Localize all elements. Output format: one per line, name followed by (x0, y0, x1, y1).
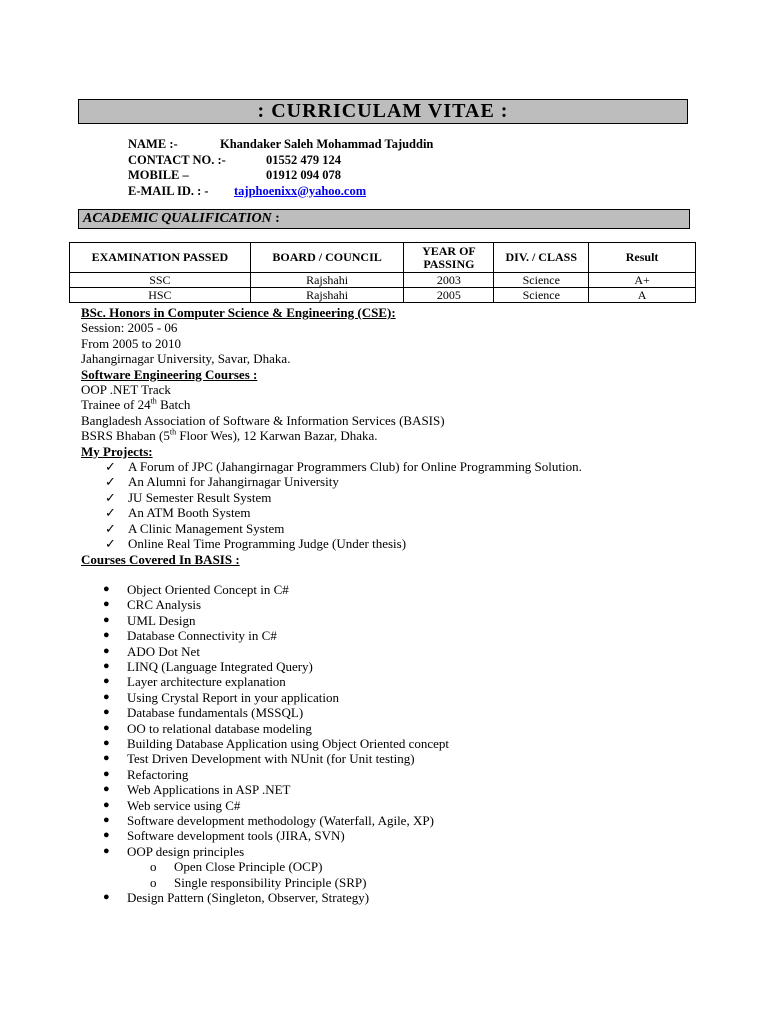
sec-track: OOP .NET Track (81, 382, 171, 398)
project-label: JU Semester Result System (128, 489, 272, 505)
bullet-icon: ● (103, 690, 110, 703)
email-label: E-MAIL ID. : - (128, 183, 209, 198)
bullet-icon: ● (103, 829, 110, 842)
cell-div: Science (494, 273, 589, 288)
course-label: Object Oriented Concept in C# (127, 581, 289, 597)
list-item (103, 674, 741, 689)
sub-course-label: Single responsibility Principle (SRP) (174, 874, 367, 890)
bullet-icon: ● (103, 675, 110, 688)
check-icon: ✓ (105, 520, 116, 536)
list-item (103, 828, 741, 843)
course-label: CRC Analysis (127, 597, 202, 613)
course-label: ADO Dot Net (127, 643, 200, 659)
list-item (105, 490, 741, 505)
cell-board: Rajshahi (250, 273, 404, 288)
course-label: Test Driven Development with NUnit (for Unit testing) (127, 751, 415, 767)
list-item (103, 813, 741, 828)
list-item (103, 628, 741, 643)
course-label: Database fundamentals (MSSQL) (127, 705, 304, 721)
project-label: Online Real Time Programming Judge (Under thesis) (128, 536, 407, 552)
courses-list (81, 582, 741, 906)
exam-table (69, 242, 696, 303)
project-label: An Alumni for Jahangirnagar University (128, 474, 339, 490)
email-row (128, 184, 433, 200)
bullet-icon: ● (103, 767, 110, 780)
bullet-icon: ● (103, 659, 110, 672)
address-rest: Floor Wes), 12 Karwan Bazar, Dhaka. (176, 428, 378, 444)
project-label: A Clinic Management System (128, 520, 285, 536)
header-year: YEAR OF PASSING (404, 243, 494, 273)
list-item (105, 521, 741, 536)
contact-label: CONTACT NO. :- (128, 152, 226, 167)
course-label: Design Pattern (Singleton, Observer, Strategy) (127, 890, 370, 906)
mobile-row (128, 168, 433, 184)
address-text: BSRS Bhaban (5 (81, 428, 170, 444)
list-item (105, 459, 741, 474)
course-label: LINQ (Language Integrated Query) (127, 658, 313, 674)
list-item (103, 721, 741, 736)
course-label: OO to relational database modeling (127, 720, 312, 736)
bullet-icon: ● (103, 644, 110, 657)
course-label: Software development methodology (Waterfall, Agile, XP) (127, 813, 434, 828)
mobile-label: MOBILE – (128, 168, 189, 182)
email-link[interactable]: tajphoenixx@yahoo.com (234, 183, 367, 198)
cv-body (81, 305, 741, 905)
table-row (70, 273, 696, 288)
cell-year: 2003 (404, 273, 494, 288)
list-item (103, 705, 741, 720)
bullet-icon: ● (103, 814, 110, 826)
degree-heading: BSc. Honors in Computer Science & Engineering (CSE): (81, 305, 396, 320)
contact-value: 01552 479 124 (266, 152, 341, 167)
degree-session: Session: 2005 - 06 (81, 320, 178, 336)
course-label: Refactoring (127, 766, 189, 782)
courses-heading: Courses Covered In BASIS : (81, 551, 240, 567)
cell-board: Rajshahi (250, 288, 404, 303)
course-label: Web service using C# (127, 797, 241, 813)
bullet-icon: ● (103, 736, 110, 749)
sec-trainee (81, 397, 741, 412)
course-label: Building Database Application using Object Oriented concept (127, 735, 450, 751)
academic-heading-text: ACADEMIC QUALIFICATION (83, 211, 272, 226)
contact-row (128, 153, 433, 169)
list-item (103, 767, 741, 782)
bullet-icon: ● (103, 783, 110, 796)
list-item (105, 474, 741, 489)
cell-result: A+ (589, 273, 696, 288)
cell-exam: SSC (70, 273, 251, 288)
project-label: A Forum of JPC (Jahangirnagar Programmers Club) for Online Programming Solution. (128, 459, 582, 475)
list-item (103, 690, 741, 705)
check-icon: ✓ (105, 489, 116, 505)
degree-period: From 2005 to 2010 (81, 335, 182, 351)
bullet-icon: ● (103, 629, 110, 642)
bullet-icon: ● (103, 613, 110, 626)
check-icon: ✓ (105, 474, 116, 490)
bullet-icon: ● (103, 582, 110, 595)
mobile-value: 01912 094 078 (266, 168, 341, 182)
address-sup: th (169, 427, 177, 437)
sec-basis: Bangladesh Association of Software & Information Services (BASIS) (81, 412, 445, 428)
list-item (103, 582, 741, 597)
sub-list-item (150, 875, 741, 890)
degree-university: Jahangirnagar University, Savar, Dhaka. (81, 351, 291, 367)
check-icon: ✓ (105, 459, 116, 475)
projects-list (81, 459, 741, 551)
course-label: Database Connectivity in C# (127, 628, 277, 644)
list-item (105, 536, 741, 551)
circle-bullet-icon: o (150, 859, 157, 875)
header-exam: EXAMINATION PASSED (70, 243, 251, 273)
list-item (103, 844, 741, 890)
header-board: BOARD / COUNCIL (250, 243, 404, 273)
sub-list (127, 859, 741, 890)
bullet-icon: ● (103, 598, 110, 611)
list-item (103, 782, 741, 797)
course-label: Layer architecture explanation (127, 674, 286, 690)
header-div: DIV. / CLASS (494, 243, 589, 273)
sub-list-item (150, 859, 741, 874)
list-item (103, 751, 741, 766)
contact-block (128, 137, 433, 199)
trainee-text: Trainee of 24 (81, 397, 151, 413)
cell-result: A (589, 288, 696, 303)
name-label: NAME :- (128, 137, 178, 151)
course-label: Web Applications in ASP .NET (127, 782, 291, 798)
list-item (103, 597, 741, 612)
bullet-icon: ● (103, 721, 110, 734)
circle-bullet-icon: o (150, 874, 157, 890)
course-label: UML Design (127, 612, 196, 628)
list-item (105, 505, 741, 520)
list-item (103, 890, 741, 905)
course-label: Using Crystal Report in your application (127, 689, 339, 705)
list-item (103, 736, 741, 751)
check-icon: ✓ (105, 505, 116, 521)
sec-heading: Software Engineering Courses : (81, 366, 258, 382)
project-label: An ATM Booth System (128, 505, 251, 521)
cell-exam: HSC (70, 288, 251, 303)
academic-heading (78, 209, 690, 229)
bullet-icon: ● (103, 798, 110, 811)
check-icon: ✓ (105, 536, 116, 552)
bullet-icon: ● (103, 891, 110, 904)
list-item (103, 644, 741, 659)
bullet-icon: ● (103, 844, 110, 857)
cv-title: : CURRICULAM VITAE : (78, 99, 688, 124)
sec-address (81, 428, 741, 443)
list-item (103, 613, 741, 628)
table-row (70, 288, 696, 303)
course-label: OOP design principles (127, 843, 245, 859)
list-item (103, 798, 741, 813)
name-value: Khandaker Saleh Mohammad Tajuddin (220, 137, 434, 151)
exam-table-header (70, 243, 696, 273)
sub-course-label: Open Close Principle (OCP) (174, 859, 323, 875)
list-item (103, 659, 741, 674)
header-result: Result (589, 243, 696, 273)
bullet-icon: ● (103, 706, 110, 719)
academic-heading-suffix: : (271, 211, 280, 226)
course-label: Software development tools (JIRA, SVN) (127, 828, 345, 844)
trainee-batch: Batch (156, 397, 191, 413)
bullet-icon: ● (103, 752, 110, 765)
name-row (128, 137, 433, 153)
trainee-sup: th (150, 397, 157, 407)
cell-year: 2005 (404, 288, 494, 303)
cell-div: Science (494, 288, 589, 303)
projects-heading: My Projects: (81, 443, 153, 459)
